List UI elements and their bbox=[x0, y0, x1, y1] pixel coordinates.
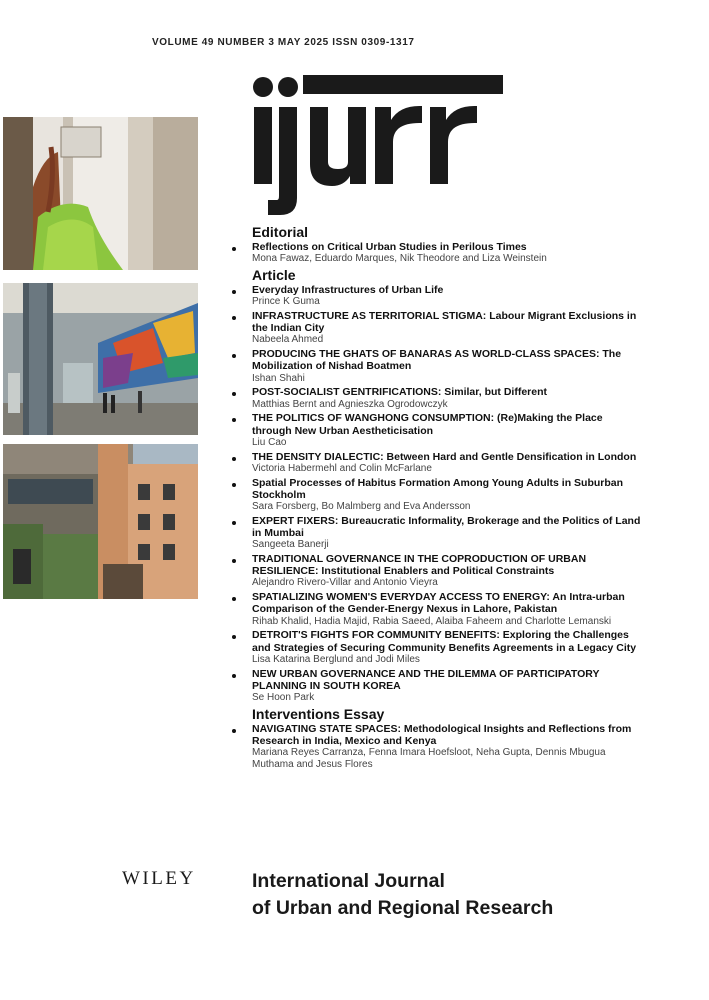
bullet-icon bbox=[232, 674, 236, 678]
section-heading: Article bbox=[252, 267, 296, 283]
bullet-icon bbox=[232, 457, 236, 461]
photo-artwork-icon bbox=[3, 117, 198, 270]
bullet-icon bbox=[232, 559, 236, 563]
contents-entry bbox=[232, 451, 642, 475]
cover-photo-buildings bbox=[3, 444, 198, 599]
contents-entry bbox=[232, 553, 642, 589]
section-article bbox=[232, 267, 642, 704]
issue-info: VOLUME 49 NUMBER 3 MAY 2025 ISSN 0309-1317 bbox=[152, 37, 415, 48]
cover-photo-artwork bbox=[3, 117, 198, 270]
article-authors: Sangeeta Banerji bbox=[252, 539, 329, 551]
section-editorial bbox=[232, 224, 642, 265]
article-authors: Nabeela Ahmed bbox=[252, 334, 324, 346]
article-title: DETROIT'S FIGHTS FOR COMMUNITY BENEFITS: Exploring the Challenges and Strategies of Securing Community Benefits Agreements in a Legacy City bbox=[252, 629, 637, 654]
contents-entry bbox=[232, 477, 642, 513]
bullet-icon bbox=[232, 392, 236, 396]
article-title: NAVIGATING STATE SPACES: Methodological Insights and Reflections from Research in India, Mexico and Kenya bbox=[252, 722, 632, 748]
section-heading: Editorial bbox=[252, 224, 309, 240]
article-title: PRODUCING THE GHATS OF BANARAS AS WORLD-CLASS SPACES: The Mobilization of Nishad Boatmen bbox=[252, 348, 622, 373]
bullet-icon bbox=[232, 521, 236, 525]
article-title: THE POLITICS OF WANGHONG CONSUMPTION: (Re)Making the Place through New Urban Aestheticisation bbox=[252, 412, 603, 437]
article-authors: Rihab Khalid, Hadia Majid, Rabia Saeed, Alaiba Faheem and Charlotte Lemanski bbox=[252, 615, 612, 627]
article-authors: Victoria Habermehl and Colin McFarlane bbox=[252, 462, 432, 474]
article-title: POST-SOCIALIST GENTRIFICATIONS: Similar, but Different bbox=[252, 386, 547, 399]
article-title: NEW URBAN GOVERNANCE AND THE DILEMMA OF PARTICIPATORY PLANNING IN SOUTH KOREA bbox=[252, 667, 600, 692]
bullet-icon bbox=[232, 729, 236, 733]
section-heading: Interventions Essay bbox=[252, 705, 385, 722]
bullet-icon bbox=[232, 247, 236, 251]
article-authors: Liu Cao bbox=[252, 436, 287, 448]
contents-entry bbox=[232, 668, 642, 704]
article-authors: Mona Fawaz, Eduardo Marques, Nik Theodore and Liza Weinstein bbox=[252, 253, 547, 265]
article-title: EXPERT FIXERS: Bureaucratic Informality, Brokerage and the Politics of Land in Mumbai bbox=[252, 514, 641, 540]
journal-name-line2: of Urban and Regional Research bbox=[252, 897, 554, 919]
article-authors: Mariana Reyes Carranza, Fenna Imara Hoefsloot, Neha Gupta, Dennis Mbugua Muthama and Jesus Flores bbox=[252, 747, 606, 771]
contents-entry bbox=[232, 310, 642, 346]
bullet-icon bbox=[232, 597, 236, 601]
contents-entry bbox=[232, 241, 642, 265]
contents-entry bbox=[232, 412, 642, 448]
contents-entry bbox=[232, 629, 642, 665]
article-title: SPATIALIZING WOMEN'S EVERYDAY ACCESS TO ENERGY: An Intra-urban Comparison of the Gender-Energy Nexus in Lahore, Pakistan bbox=[252, 591, 625, 616]
article-title: Spatial Processes of Habitus Formation Among Young Adults in Suburban Stockholm bbox=[252, 476, 624, 501]
photo-buildings-icon bbox=[3, 444, 198, 599]
bullet-icon bbox=[232, 635, 236, 639]
article-authors: Matthias Bernt and Agnieszka Ogrodowczyk bbox=[252, 398, 448, 410]
bullet-icon bbox=[232, 316, 236, 320]
journal-name-line1: International Journal bbox=[252, 870, 445, 892]
contents-entry bbox=[232, 515, 642, 551]
cover-photo-mural bbox=[3, 283, 198, 435]
bullet-icon bbox=[232, 290, 236, 294]
table-of-contents bbox=[232, 224, 642, 773]
article-authors: Prince K Guma bbox=[252, 296, 320, 308]
article-authors: Se Hoon Park bbox=[252, 692, 315, 704]
article-title: Everyday Infrastructures of Urban Life bbox=[252, 284, 444, 296]
publisher-logo: WILEY bbox=[122, 868, 196, 889]
journal-full-name bbox=[252, 868, 652, 922]
bullet-icon bbox=[232, 483, 236, 487]
bullet-icon bbox=[232, 354, 236, 358]
article-authors: Sara Forsberg, Bo Malmberg and Eva Andersson bbox=[252, 501, 471, 513]
article-authors: Lisa Katarina Berglund and Jodi Miles bbox=[252, 653, 420, 665]
article-title: Reflections on Critical Urban Studies in Perilous Times bbox=[252, 241, 527, 253]
article-authors: Alejandro Rivero-Villar and Antonio Vieyra bbox=[252, 577, 438, 589]
section-interventions-essay bbox=[232, 706, 642, 771]
contents-entry bbox=[232, 723, 642, 771]
journal-logo bbox=[250, 70, 505, 220]
article-title: INFRASTRUCTURE AS TERRITORIAL STIGMA: Labour Migrant Exclusions in the Indian City bbox=[252, 310, 637, 335]
contents-entry bbox=[232, 386, 642, 410]
contents-entry bbox=[232, 348, 642, 384]
photo-mural-icon bbox=[3, 283, 198, 435]
article-authors: Ishan Shahi bbox=[252, 372, 305, 384]
contents-entry bbox=[232, 284, 642, 308]
article-title: THE DENSITY DIALECTIC: Between Hard and Gentle Densification in London bbox=[252, 450, 637, 463]
bullet-icon bbox=[232, 418, 236, 422]
contents-entry bbox=[232, 591, 642, 627]
article-title: TRADITIONAL GOVERNANCE IN THE COPRODUCTION OF URBAN RESILIENCE: Institutional Enablers and Political Constraints bbox=[252, 553, 587, 578]
